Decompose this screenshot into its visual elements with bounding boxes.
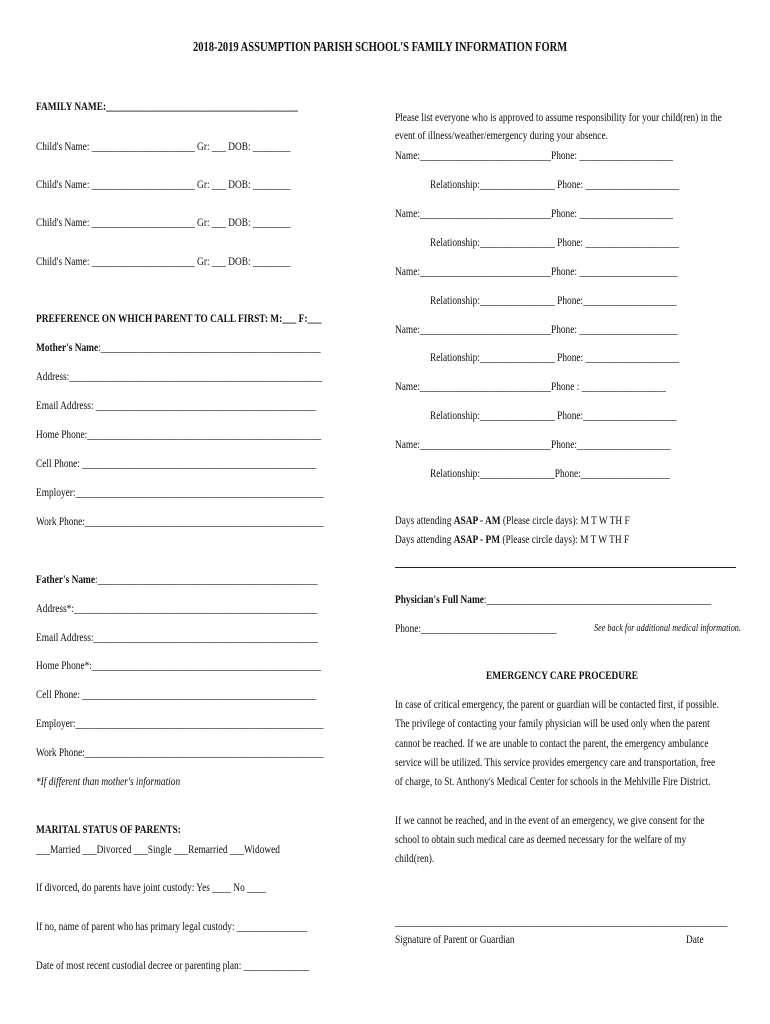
signature-label: Signature of Parent or Guardian bbox=[395, 932, 515, 946]
asap-pm-label: ASAP - PM bbox=[453, 532, 501, 546]
joint-custody-field[interactable]: If divorced, do parents have joint custody: Yes ____ No ____ bbox=[36, 880, 266, 894]
mother-name-label: Mother's Name bbox=[36, 340, 99, 354]
date-label: Date bbox=[686, 932, 704, 946]
father-name-label: Father's Name bbox=[36, 572, 96, 586]
emergency-para2-line-2: school to obtain such medical care as deemed necessary for the welfare of my bbox=[395, 832, 687, 846]
emergency-para2-line-3: child(ren). bbox=[395, 851, 435, 865]
call-preference-field[interactable]: PREFERENCE ON WHICH PARENT TO CALL FIRST: M:___ F:___ bbox=[36, 311, 322, 325]
family-name-field[interactable]: FAMILY NAME:_________________________________________ bbox=[36, 99, 298, 113]
father-name-field[interactable] bbox=[36, 572, 318, 586]
child-row-1[interactable]: Child's Name: ______________________ Gr: ___ DOB: ________ bbox=[36, 139, 291, 153]
marital-options[interactable]: ___Married ___Divorced ___Single ___Remarried ___Widowed bbox=[36, 842, 280, 856]
physician-phone-field[interactable]: Phone:_____________________________ bbox=[395, 621, 557, 635]
mother-name-line: :_______________________________________________ bbox=[98, 340, 321, 354]
father-email-field[interactable]: Email Address:________________________________________________ bbox=[36, 630, 319, 644]
mother-employer-field[interactable]: Employer:_____________________________________________________ bbox=[36, 485, 324, 499]
approved-relationship-row-2[interactable]: Relationship:________________ Phone: ____________________ bbox=[430, 235, 680, 249]
physician-name-line: :________________________________________________ bbox=[483, 592, 712, 606]
approved-relationship-row-5[interactable]: Relationship:________________ Phone:____________________ bbox=[430, 408, 677, 422]
mother-address-field[interactable]: Address:______________________________________________________ bbox=[36, 369, 323, 383]
physician-name-label: Physician's Full Name bbox=[395, 592, 484, 606]
father-employer-field[interactable]: Employer:_____________________________________________________ bbox=[36, 716, 324, 730]
approved-relationship-row-6[interactable]: Relationship:________________Phone:___________________ bbox=[430, 466, 670, 480]
emergency-heading: EMERGENCY CARE PROCEDURE bbox=[486, 668, 639, 682]
asap-pm-days: (Please circle days): M T W TH F bbox=[500, 532, 630, 546]
custody-decree-field[interactable]: Date of most recent custodial decree or parenting plan: ______________ bbox=[36, 958, 310, 972]
child-row-4[interactable]: Child's Name: ______________________ Gr: ___ DOB: ________ bbox=[36, 254, 291, 268]
physician-name-field[interactable] bbox=[395, 592, 711, 606]
mother-work-phone-field[interactable]: Work Phone:___________________________________________________ bbox=[36, 514, 324, 528]
mother-home-phone-field[interactable]: Home Phone:__________________________________________________ bbox=[36, 427, 322, 441]
approved-name-row-3[interactable]: Name:____________________________Phone: _____________________ bbox=[395, 264, 678, 278]
emergency-para1-line-3: cannot be reached. If we are unable to contact the parent, the emergency ambulance bbox=[395, 736, 709, 750]
mother-name-field[interactable] bbox=[36, 340, 321, 354]
form-title: 2018-2019 ASSUMPTION PARISH SCHOOL'S FAMILY INFORMATION FORM bbox=[193, 39, 568, 54]
signature-line[interactable]: _______________________________________________________________________ bbox=[395, 914, 728, 928]
section-divider bbox=[395, 567, 736, 568]
approved-relationship-row-1[interactable]: Relationship:________________ Phone: ____________________ bbox=[430, 177, 680, 191]
emergency-para1-line-2: The privilege of contacting your family physician will be used only when the parent bbox=[395, 716, 710, 730]
father-work-phone-field[interactable]: Work Phone:___________________________________________________ bbox=[36, 745, 324, 759]
asap-pm-row[interactable] bbox=[395, 532, 629, 546]
approved-intro-line-2: event of illness/weather/emergency during your absence. bbox=[395, 128, 608, 142]
marital-heading: MARITAL STATUS OF PARENTS: bbox=[36, 822, 181, 836]
father-cell-phone-field[interactable]: Cell Phone: __________________________________________________ bbox=[36, 687, 317, 701]
approved-name-row-1[interactable]: Name:____________________________Phone: ____________________ bbox=[395, 148, 673, 162]
father-home-phone-field[interactable]: Home Phone*:_________________________________________________ bbox=[36, 658, 322, 672]
asap-pm-prefix: Days attending bbox=[395, 532, 454, 546]
emergency-para1-line-4: service will be utilized. This service provides emergency care and transportation, free bbox=[395, 755, 716, 769]
approved-intro-line-1: Please list everyone who is approved to assume responsibility for your child(ren) in the bbox=[395, 110, 722, 124]
approved-relationship-row-4[interactable]: Relationship:________________ Phone: ____________________ bbox=[430, 350, 680, 364]
emergency-para1-line-5: of charge, to St. Anthony's Medical Center for schools in the Mehlville Fire District. bbox=[395, 774, 711, 788]
mother-cell-phone-field[interactable]: Cell Phone: __________________________________________________ bbox=[36, 456, 317, 470]
asap-am-days: (Please circle days): M T W TH F bbox=[500, 513, 630, 527]
asap-am-row[interactable] bbox=[395, 513, 630, 527]
approved-name-row-6[interactable]: Name:____________________________Phone:____________________ bbox=[395, 437, 671, 451]
father-name-line: :_______________________________________________ bbox=[95, 572, 318, 586]
father-note: *If different than mother's information bbox=[36, 774, 181, 788]
asap-am-label: ASAP - AM bbox=[453, 513, 501, 527]
asap-am-prefix: Days attending bbox=[395, 513, 454, 527]
emergency-para1-line-1: In case of critical emergency, the parent or guardian will be contacted first, if possible. bbox=[395, 697, 719, 711]
approved-name-row-4[interactable]: Name:____________________________Phone: _____________________ bbox=[395, 322, 678, 336]
approved-name-row-2[interactable]: Name:____________________________Phone: ____________________ bbox=[395, 206, 673, 220]
father-address-field[interactable]: Address*:____________________________________________________ bbox=[36, 601, 318, 615]
child-row-2[interactable]: Child's Name: ______________________ Gr: ___ DOB: ________ bbox=[36, 177, 291, 191]
medical-info-note: See back for additional medical information. bbox=[594, 623, 741, 634]
primary-custody-field[interactable]: If no, name of parent who has primary legal custody: _______________ bbox=[36, 919, 308, 933]
emergency-para2-line-1: If we cannot be reached, and in the event of an emergency, we give consent for the bbox=[395, 813, 705, 827]
approved-name-row-5[interactable]: Name:____________________________Phone : __________________ bbox=[395, 379, 666, 393]
mother-email-field[interactable]: Email Address: _______________________________________________ bbox=[36, 398, 316, 412]
approved-relationship-row-3[interactable]: Relationship:________________ Phone:____________________ bbox=[430, 293, 677, 307]
child-row-3[interactable]: Child's Name: ______________________ Gr: ___ DOB: ________ bbox=[36, 215, 291, 229]
